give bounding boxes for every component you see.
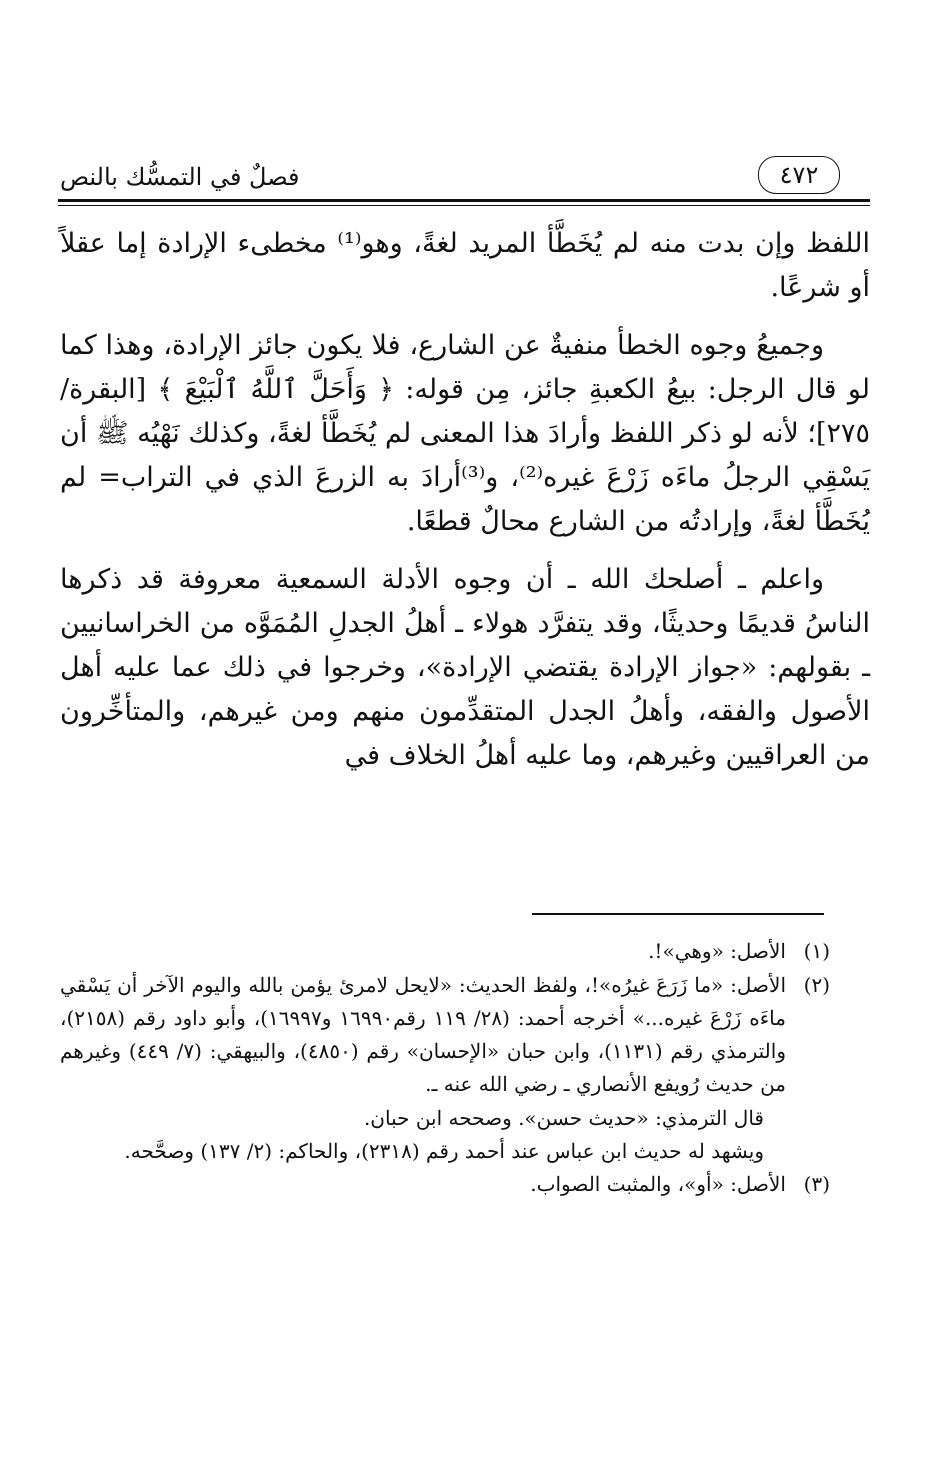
footnote-text: الأصل: «وهي»!. [648, 939, 786, 963]
footnotes [60, 935, 830, 1202]
paragraph-3: واعلم ـ أصلحك الله ـ أن وجوه الأدلة السمعية معروفة قد ذكرها الناسُ قديمًا وحديثًا، وقد يتفرَّد هولاء ـ أهلُ الجدلِ المُمَوَّه من الخراسانيين ـ بقولهم: «جواز الإرادة يقتضي الإرادة»، وخرجوا في ذلك عما عليه أهل الأصول والفقه، وأهلُ الجدل المتقدِّمون منهم ومن غيرهم، والمتأخِّرون من العراقيين وغيرهم، وما عليه أهلُ الخلاف في [60, 564, 870, 771]
paragraph-1: اللفظ وإن بدت منه لم يُخَطَّأ المريد لغةً، وهو⁽¹⁾ مخطىء الإرادة إما عقلاً أو شرعًا. [60, 228, 870, 303]
paragraph-2: وجميعُ وجوه الخطأ منفيةٌ عن الشارع، فلا يكون جائز الإرادة، وهذا كما لو قال الرجل: بيعُ الكعبةِ جائز، مِن قوله: ﴿ وَأَحَلَّ ٱللَّهُ ٱلْبَيْعَ ﴾ [البقرة/ ٢٧٥]؛ لأنه لو ذكر اللفظ وأرادَ هذا المعنى لم يُخَطَّأ لغةً، وكذلك نَهْيُه ﷺ أن يَسْقِي الرجلُ ماءَه زَرْعَ غيره⁽²⁾، و⁽³⁾أرادَ به الزرعَ الذي في التراب= لم يُخَطَّأ لغةً، وإرادتُه من الشارع محالٌ قطعًا. [60, 330, 870, 537]
footnote-2-extra-1: قال الترمذي: «حديث حسن». وصححه ابن حبان. [363, 1106, 764, 1130]
running-header-title: فصلٌ في التمسُّك بالنص [60, 163, 300, 191]
footnote-number: (١) [803, 939, 830, 963]
footnote-separator [532, 913, 824, 915]
footnote-text: الأصل: «أو»، والمثبت الصواب. [530, 1172, 786, 1196]
footnote-1 [60, 935, 830, 968]
footnote-2-extra-2: ويشهد له حديث ابن عباس عند أحمد رقم (٢٣١٨)، والحاكم: (٢/ ١٣٧) وصحَّحه. [124, 1139, 764, 1163]
footnote-3 [60, 1168, 830, 1201]
header-rule-thin [58, 205, 870, 206]
footnote-number: (٣) [803, 1172, 830, 1196]
header-rule-thick [58, 199, 870, 202]
main-text [60, 222, 870, 792]
footnote-text: الأصل: «ما زَرَعَ غيرُه»!، ولفظ الحديث: «لايحل لامرئ يؤمن بالله واليوم الآخر أن يَسْقي ماءَه زَرْعَ غيره...» أخرجه أحمد: (٢٨/ ١١٩ رقم١٦٩٩٠ و١٦٩٩٧)، وأبو داود رقم (٢١٥٨)، والترمذي رقم (١١٣١)، وابن حبان «الإحسان» رقم (٤٨٥٠)، والبيهقي: (٧/ ٤٤٩) وغيرهم من حديث رُويفع الأنصاري ـ رضي الله عنه ـ. [60, 973, 786, 1096]
footnote-2 [60, 969, 830, 1101]
page-number-badge: ٤٧٢ [758, 156, 840, 194]
footnote-number: (٢) [803, 973, 830, 997]
